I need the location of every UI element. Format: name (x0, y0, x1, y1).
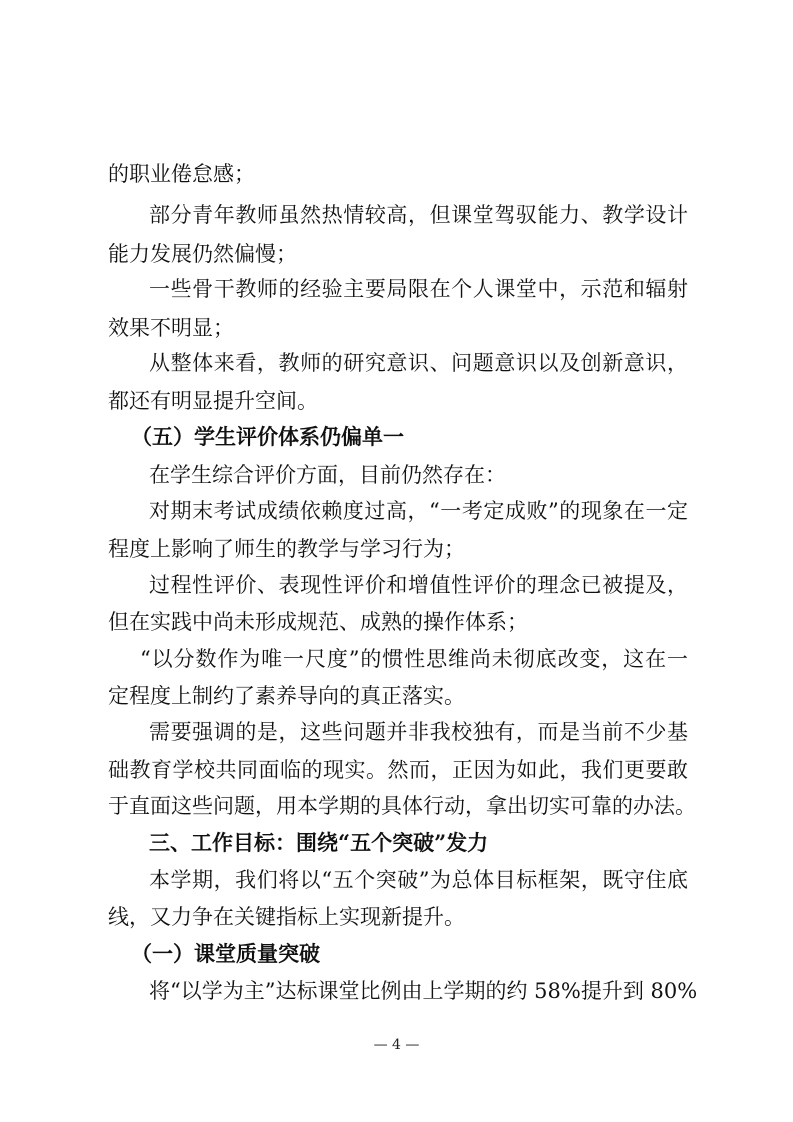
section-heading: （五）学生评价体系仍偏单一 (131, 424, 404, 449)
text-line: 过程性评价、表现性评价和增值性评价的理念已被提及， (149, 573, 688, 597)
text-line: 定程度上制约了素养导向的真正落实。 (108, 684, 465, 708)
page-number: — 4 — (373, 1037, 420, 1053)
text-line: 效果不明显； (108, 316, 234, 340)
text-line: 都还有明显提升空间。 (108, 389, 318, 413)
text-line: 需要强调的是，这些问题并非我校独有，而是当前不少基 (149, 720, 688, 744)
text-line: 从整体来看，教师的研究意识、问题意识以及创新意识， (149, 351, 688, 375)
section-heading: （一）课堂质量突破 (131, 941, 320, 966)
text-line: 部分青年教师虽然热情较高，但课堂驾驭能力、教学设计 (149, 203, 688, 227)
text-line: 本学期，我们将以“五个突破”为总体目标框架，既守住底 (149, 868, 688, 892)
text-line: 的职业倦怠感； (108, 162, 255, 186)
text-line: 在学生综合评价方面，目前仍然存在： (149, 463, 506, 487)
text-line: 础教育学校共同面临的现实。然而，正因为如此，我们更要敢 (108, 758, 688, 782)
text-line: 程度上影响了师生的教学与学习行为； (108, 537, 465, 561)
section-heading: 三、工作目标：围绕“五个突破”发力 (149, 830, 489, 855)
text-line: “以分数作为唯一尺度”的惯性思维尚未彻底改变，这在一 (140, 647, 688, 671)
text-line: 能力发展仍然偏慢； (108, 242, 297, 266)
text-line: 对期末考试成绩依赖度过高，“一考定成败”的现象在一定 (149, 499, 688, 523)
text-line: 线，又力争在关键指标上实现新提升。 (108, 905, 465, 929)
text-line: 将“以学为主”达标课堂比例由上学期的约 58%提升到 80% (149, 979, 698, 1003)
text-line: 但在实践中尚未形成规范、成熟的操作体系； (108, 610, 528, 634)
text-line: 于直面这些问题，用本学期的具体行动，拿出切实可靠的办法。 (108, 794, 696, 818)
text-line: 一些骨干教师的经验主要局限在个人课堂中，示范和辐射 (149, 277, 688, 301)
